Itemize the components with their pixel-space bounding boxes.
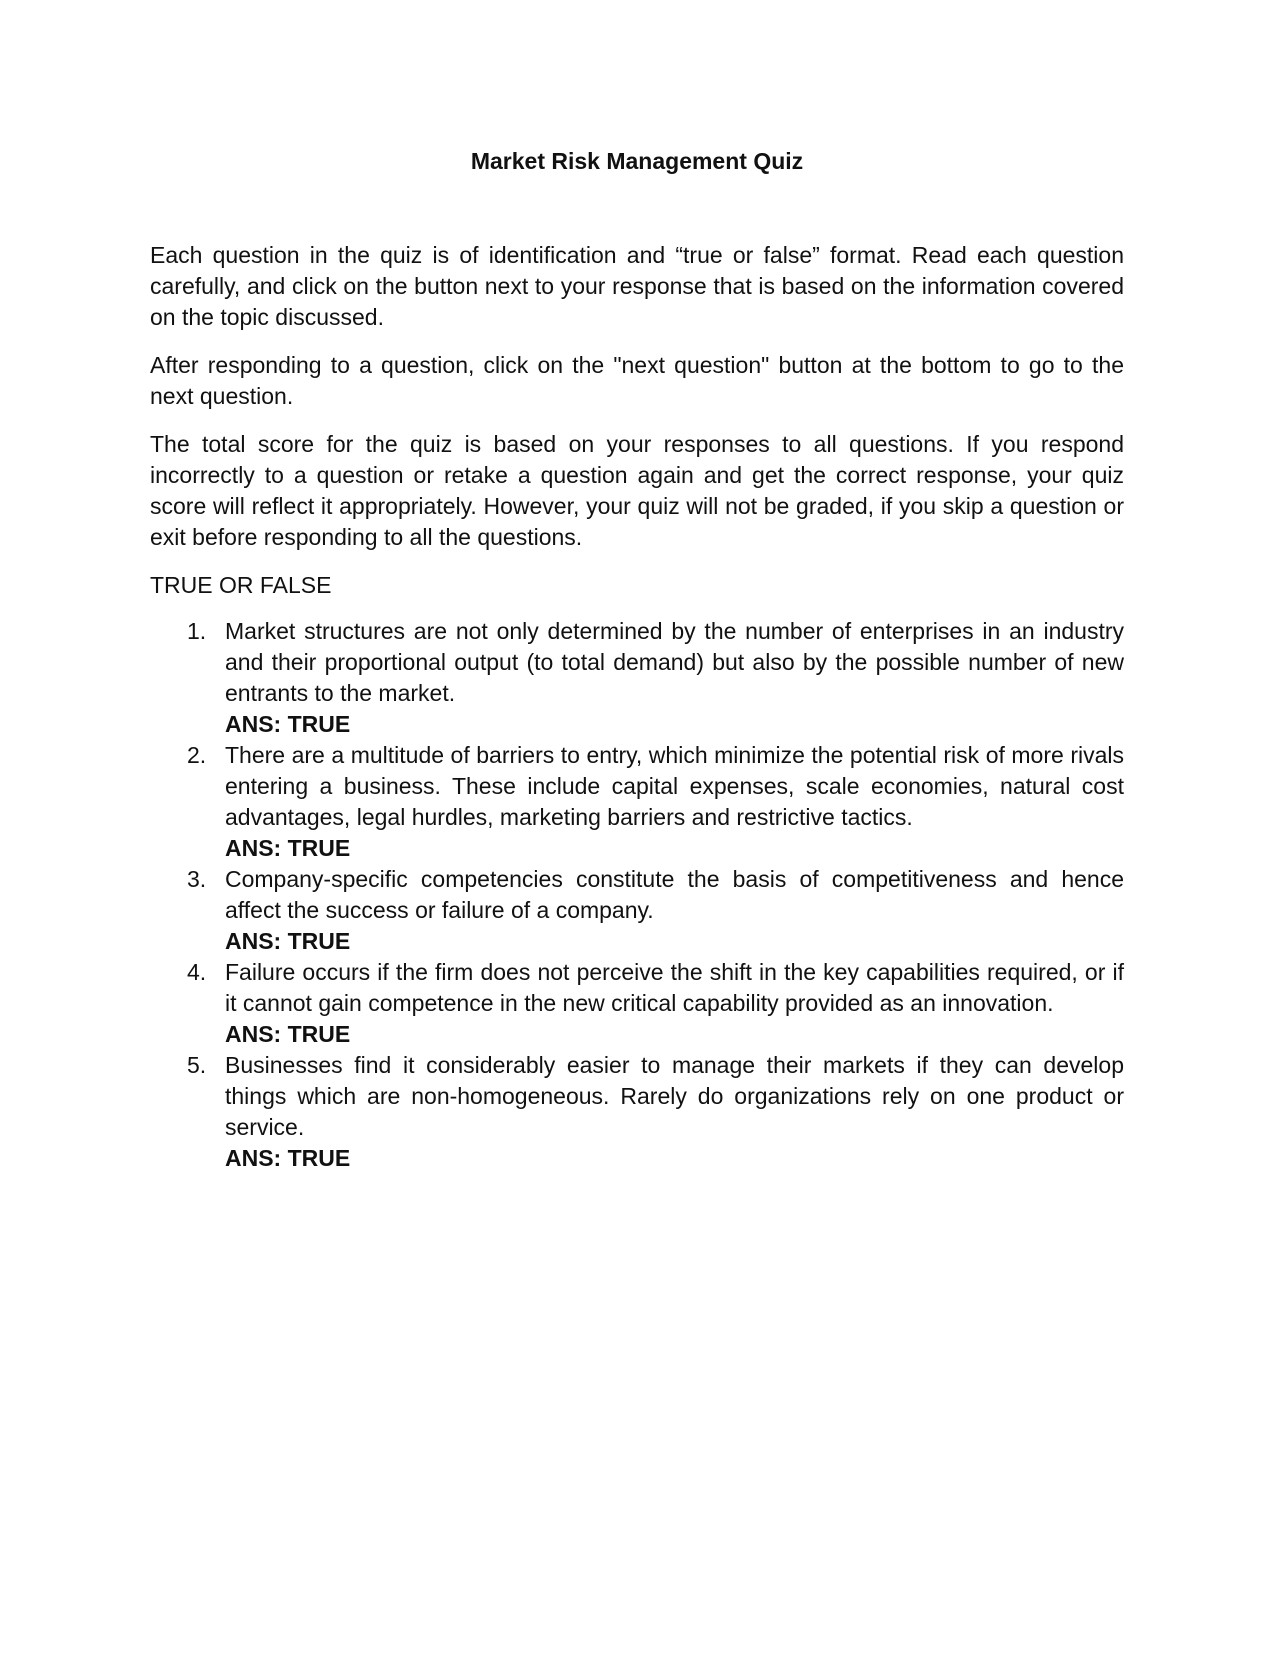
question-item xyxy=(150,740,1124,864)
question-item xyxy=(150,1050,1124,1174)
question-item xyxy=(150,616,1124,740)
question-number: 1. xyxy=(187,618,207,644)
question-item xyxy=(150,864,1124,957)
intro-paragraph-scoring: The total score for the quiz is based on your responses to all questions. If you respond incorrectly to a question or retake a question again and get the correct response, your quiz score will reflect it appropriately. However, your quiz will not be graded, if you skip a question or exit before responding to all the questions. xyxy=(150,431,1124,550)
intro-paragraph-navigation: After responding to a question, click on the "next question" button at the bottom to go to the next question. xyxy=(150,352,1124,409)
question-answer: ANS: TRUE xyxy=(225,835,351,861)
question-list xyxy=(150,616,1124,1174)
question-answer: ANS: TRUE xyxy=(225,928,351,954)
question-number: 3. xyxy=(187,866,207,892)
question-answer: ANS: TRUE xyxy=(225,1021,351,1047)
question-answer: ANS: TRUE xyxy=(225,1145,351,1171)
question-text: Failure occurs if the firm does not perceive the shift in the key capabilities required, or if it cannot gain competence in the new critical capability provided as an innovation. xyxy=(225,959,1124,1016)
section-heading: TRUE OR FALSE xyxy=(150,572,332,598)
document-page xyxy=(150,146,1124,1174)
question-text: Company-specific competencies constitute the basis of competitiveness and hence affect the success or failure of a company. xyxy=(225,866,1124,923)
question-number: 2. xyxy=(187,742,207,768)
question-number: 4. xyxy=(187,959,207,985)
question-answer: ANS: TRUE xyxy=(225,711,351,737)
question-text: There are a multitude of barriers to entry, which minimize the potential risk of more rivals entering a business. These include capital expenses, scale economies, natural cost advantages, legal hurdles, marketing barriers and restrictive tactics. xyxy=(225,742,1124,830)
intro-paragraph-format: Each question in the quiz is of identification and “true or false” format. Read each question carefully, and click on the button next to your response that is based on the information covered on the topic discussed. xyxy=(150,242,1124,330)
question-item xyxy=(150,957,1124,1050)
question-text: Market structures are not only determined by the number of enterprises in an industry and their proportional output (to total demand) but also by the possible number of new entrants to the market. xyxy=(225,618,1124,706)
question-number: 5. xyxy=(187,1052,207,1078)
question-text: Businesses find it considerably easier to manage their markets if they can develop things which are non-homogeneous. Rarely do organizations rely on one product or service. xyxy=(225,1052,1124,1140)
document-title: Market Risk Management Quiz xyxy=(470,148,804,174)
